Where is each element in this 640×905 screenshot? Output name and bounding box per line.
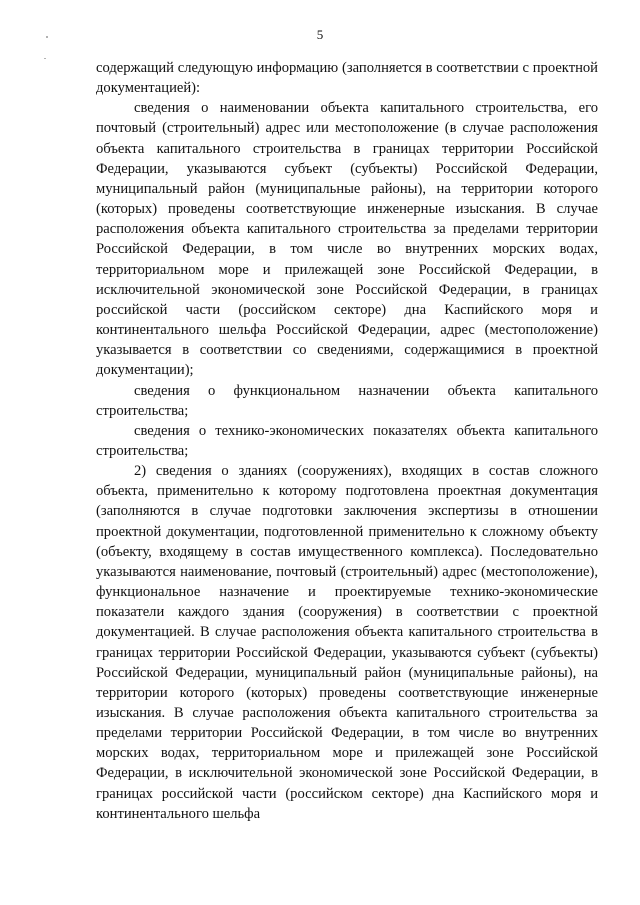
paragraph-buildings-info: 2) сведения о зданиях (сооружениях), входящих в состав сложного объекта, применительно к которому подготовлена проектная документация (заполняются в случае подготовки заключения экспертизы в отношении проектной документации, подготовленной применительно к сложному объекту (объекту, входящему в состав имущественного комплекса). Последовательно указываются наименование, почтовый (строительный) адрес (местоположение), функциональное назначение и проектируемые технико-экономические показатели каждого здания (сооружения) в соответствии с проектной документацией. В случае расположения объекта капитального строительства в границах территории Российской Федерации, указываются субъект (субъекты) Российской Федерации, муниципальный район (муниципальные районы), на территории которого (которых) проведены соответствующие инженерные изыскания. В случае расположения объекта капитального строительства за пределами территории Российской Федерации, в том числе во внутренних морских водах, территориальном море и прилежащей зоне Российской Федерации, в исключительной экономической зоне Российской Федерации, в границах российской части (российском секторе) дна Каспийского моря и континентального шельфа: [96, 463, 598, 822]
paragraph-technical-indicators: сведения о технико-экономических показателях объекта капитального строительства;: [96, 422, 598, 459]
paragraph-continuation: содержащий следующую информацию (заполняется в соответствии с проектной документацией):: [96, 60, 598, 97]
page-number: 5: [316, 27, 324, 42]
paragraph-functional-purpose: сведения о функциональном назначении объекта капитального строительства;: [96, 382, 598, 419]
scan-dot-mark: [44, 58, 46, 59]
paragraph-object-name-info: сведения о наименовании объекта капитального строительства, его почтовый (строительный) адрес или местоположение (в случае расположения объекта капитального строительства в границах территории Российской Федерации, указываются субъект (субъекты) Российской Федерации, муниципальный район (муниципальные районы), на территории которого (которых) проведены соответствующие инженерные изыскания. В случае расположения объекта капитального строительства за пределами территории Российской Федерации, в том числе во внутренних морских водах, территориальном море и прилежащей зоне Российской Федерации, в исключительной экономической зоне Российской Федерации, в границах российской части (российском секторе) дна Каспийского моря и континентального шельфа Российской Федерации, адрес (местоположение) указывается в соответствии со сведениями, содержащимися в проектной документации);: [96, 100, 598, 379]
document-body: [96, 58, 598, 824]
